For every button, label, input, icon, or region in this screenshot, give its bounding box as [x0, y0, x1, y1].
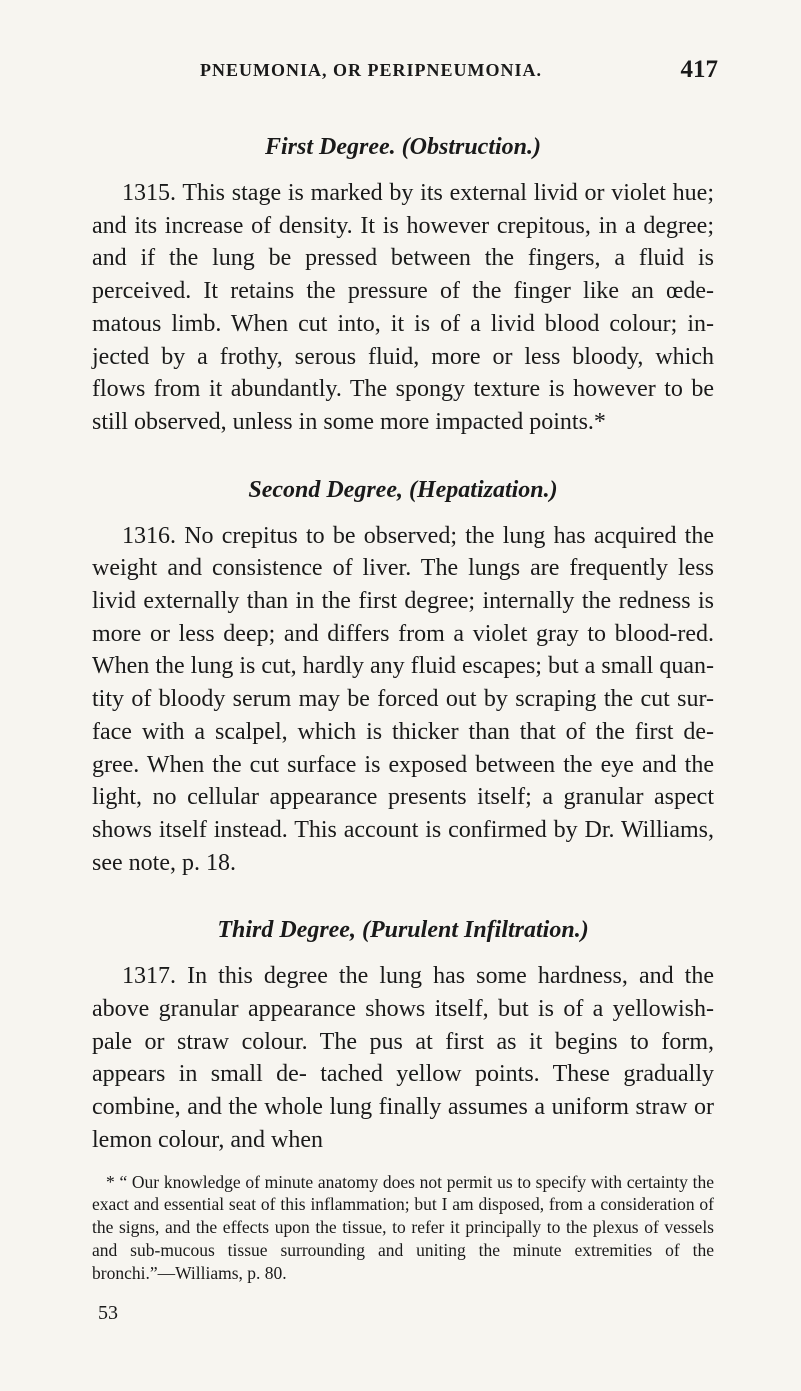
section-second-degree	[92, 477, 714, 880]
signature-mark: 53	[98, 1302, 118, 1325]
running-title: PNEUMONIA, OR PERIPNEUMONIA.	[200, 60, 542, 80]
page-number: 417	[680, 56, 718, 83]
paragraph: 1317. In this degree the lung has some hardness, and the above granular appearance shows itself, but is of a yellowish-pale or straw colour. The pus at first as it begins to form, appears in small de- tached yellow points. These gradually combine, and the whole lung finally assumes a uniform straw or lemon colour, and when	[92, 963, 714, 1153]
paragraph: 1315. This stage is marked by its external livid or violet hue; and its increase of density. It is however crepitous, in a degree; and if the lung be pressed between the fingers, a fluid is perceived. It retains the pressure of the finger like an œde- matous limb. When cut into, it is of a livid blood colour; in- jected by a frothy, serous fluid, more or less bloody, which flows from it abundantly. The spongy texture is however to be still observed, unless in some more impacted points.*	[92, 180, 714, 435]
section-first-degree	[92, 134, 714, 439]
paragraph: 1316. No crepitus to be observed; the lung has acquired the weight and consistence of liver. The lungs are frequently less livid externally than in the first degree; internally the redness is more or less deep; and differs from a violet gray to blood-red. When the lung is cut, hardly any fluid escapes; but a small quan- tity of bloody serum may be forced out by scraping the cut sur- face with a scalpel, which is thicker than that of the first de- gree. When the cut surface is exposed between the eye and the light, no cellular appearance presents itself; a granular aspect shows itself instead. This account is confirmed by Dr. Williams, see note, p. 18.	[92, 522, 714, 876]
section-heading: Second Degree, (Hepatization.)	[248, 476, 558, 503]
section-heading: Third Degree, (Purulent Infiltration.)	[217, 917, 589, 944]
footnote: * “ Our knowledge of minute anatomy does not permit us to specify with certainty the exact and essential seat of this inflammation; but I am disposed, from a consideration of the signs, and the effects upon the tissue, to refer it principally to the plexus of vessels and sub-mucous tissue surrounding and uniting the minute extremities of the bronchi.”—Williams, p. 80.	[92, 1171, 714, 1283]
section-heading: First Degree. (Obstruction.)	[265, 134, 541, 160]
section-third-degree	[92, 917, 714, 1156]
book-page	[92, 56, 718, 1325]
running-head	[92, 56, 718, 96]
